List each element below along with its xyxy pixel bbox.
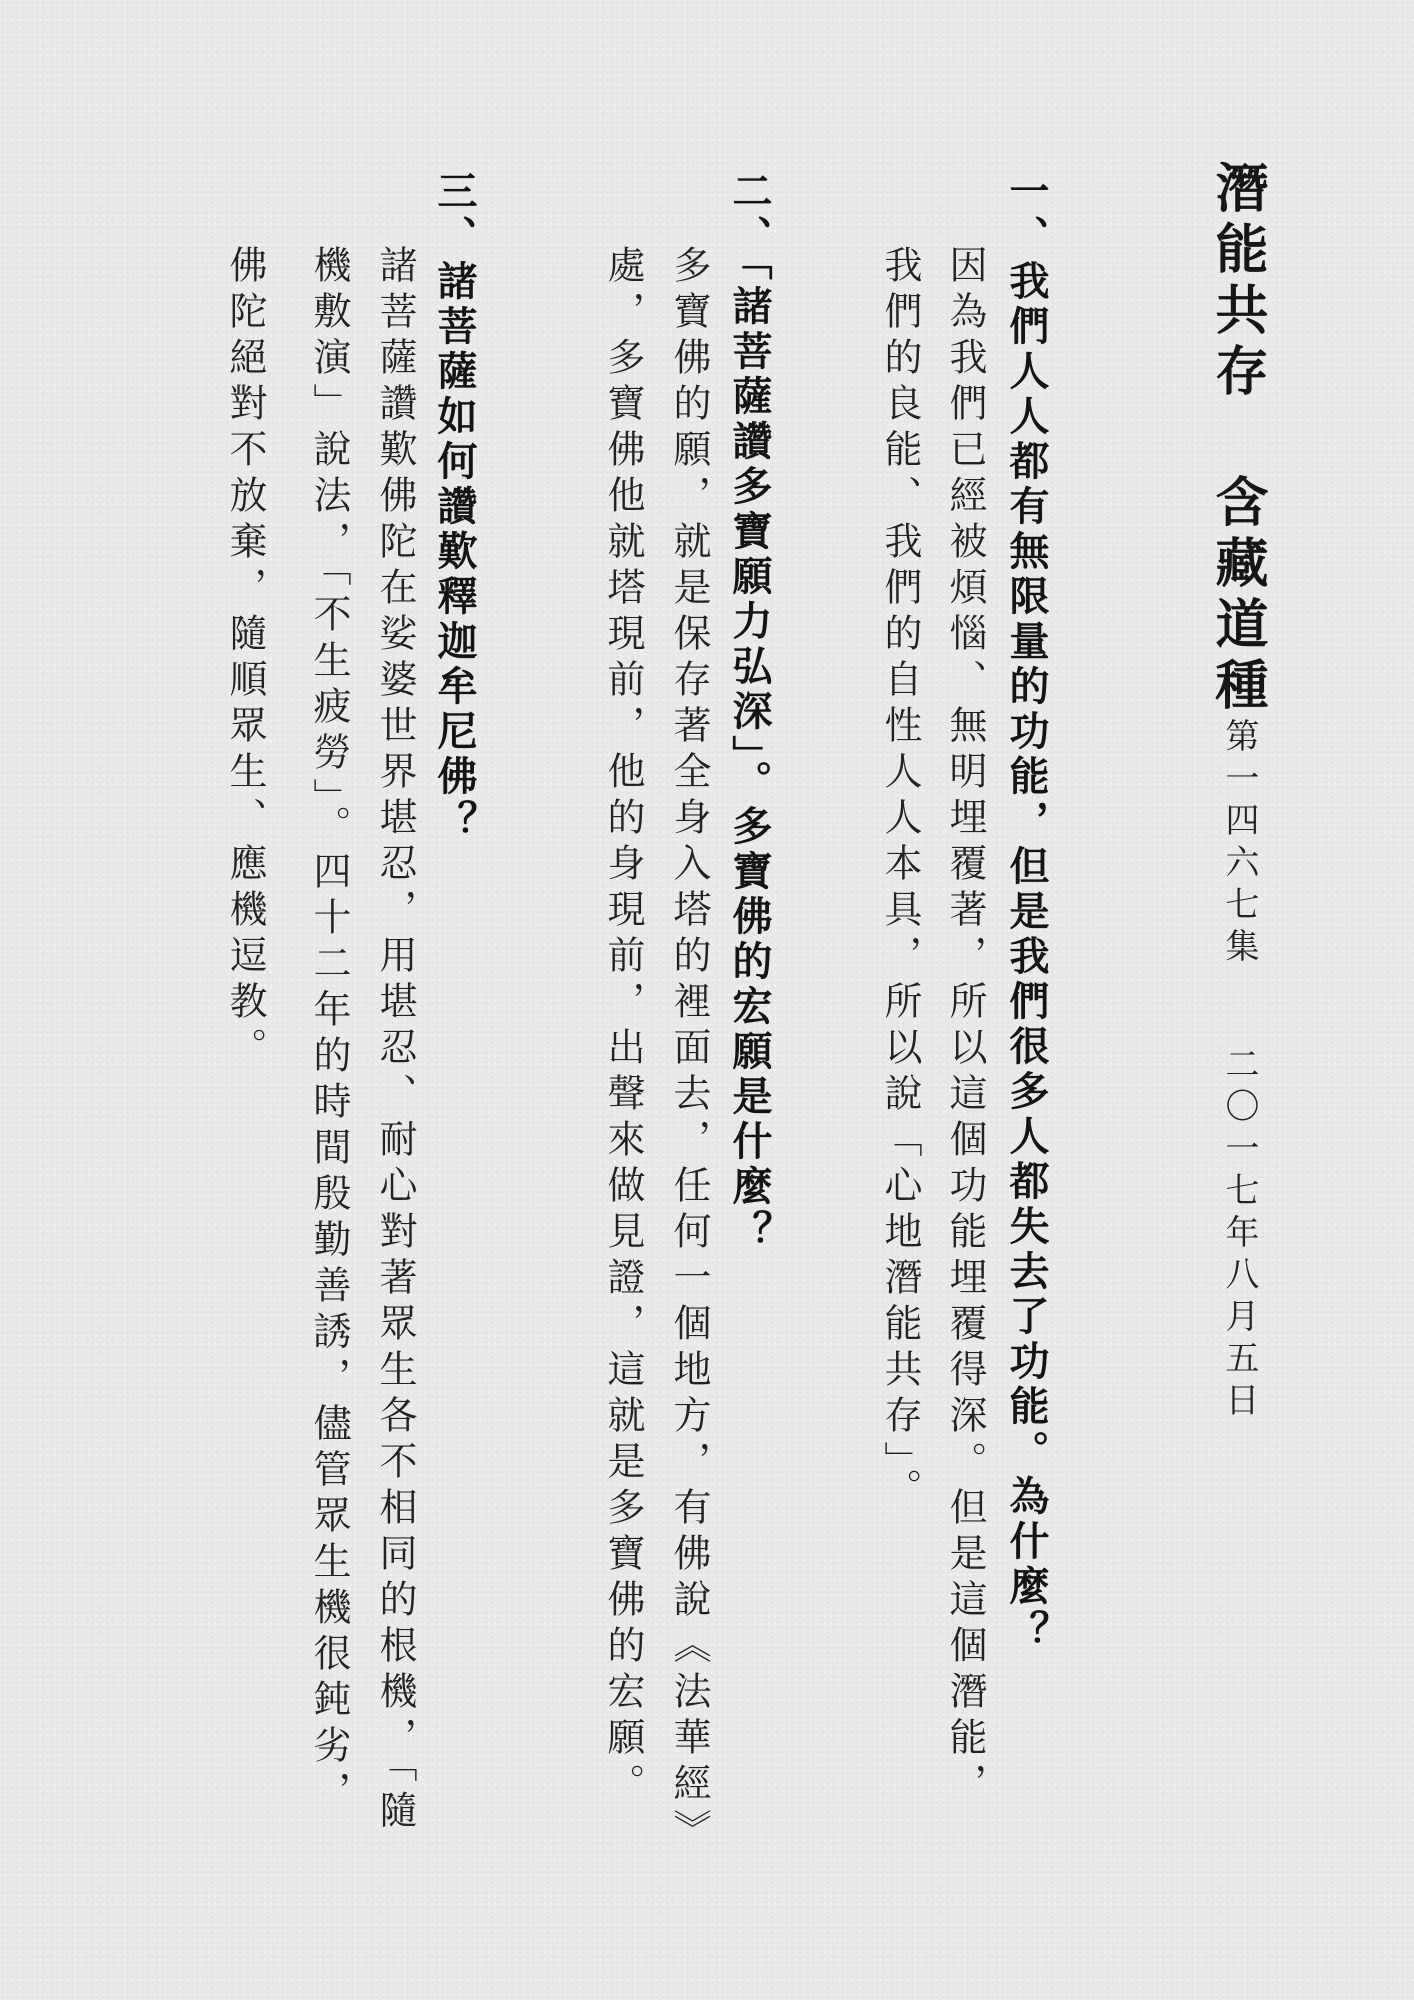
section-2-heading: 二、「諸菩薩讚多寶願力弘深」。多寶佛的宏願是什麼？ bbox=[726, 170, 773, 1255]
section-1-heading: 一、我們人人都有無限量的功能，但是我們很多人都失去了功能。為什麼？ bbox=[1003, 170, 1050, 1655]
section-3-heading: 三、諸菩薩如何讚歎釋迦牟尼佛？ bbox=[431, 170, 478, 845]
section-1-line-2: 我們的良能、我們的自性人人本具，所以說「心地潛能共存」。 bbox=[878, 245, 922, 1514]
broadcast-date: 二〇一七年八月五日 bbox=[1219, 1046, 1259, 1424]
section-3-line-2: 機敷演」說法，「不生疲勞」。四十二年的時間殷勤善誘，儘管眾生機很鈍劣， bbox=[307, 245, 351, 1817]
episode-number: 第一四六七集 bbox=[1219, 718, 1259, 970]
document-title: 潛能共存 含藏道種 bbox=[1207, 160, 1269, 718]
section-1-line-1: 因為我們已經被煩惱、無明埋覆著，所以這個功能埋覆得深。但是這個潛能， bbox=[943, 245, 987, 1809]
section-2-line-2: 處，多寶佛他就塔現前，他的身現前，出聲來做見證，這就是多寶佛的宏願。 bbox=[601, 245, 645, 1809]
section-3-line-1: 諸菩薩讚歎佛陀在娑婆世界堪忍，用堪忍、耐心對著眾生各不相同的根機，「隨 bbox=[373, 245, 417, 1836]
section-3-line-3: 佛陀絕對不放棄，隨順眾生、應機逗教。 bbox=[223, 245, 267, 1073]
section-2-line-1: 多寶佛的願，就是保存著全身入塔的裡面去，任何一個地方，有佛說《法華經》 bbox=[667, 245, 711, 1855]
